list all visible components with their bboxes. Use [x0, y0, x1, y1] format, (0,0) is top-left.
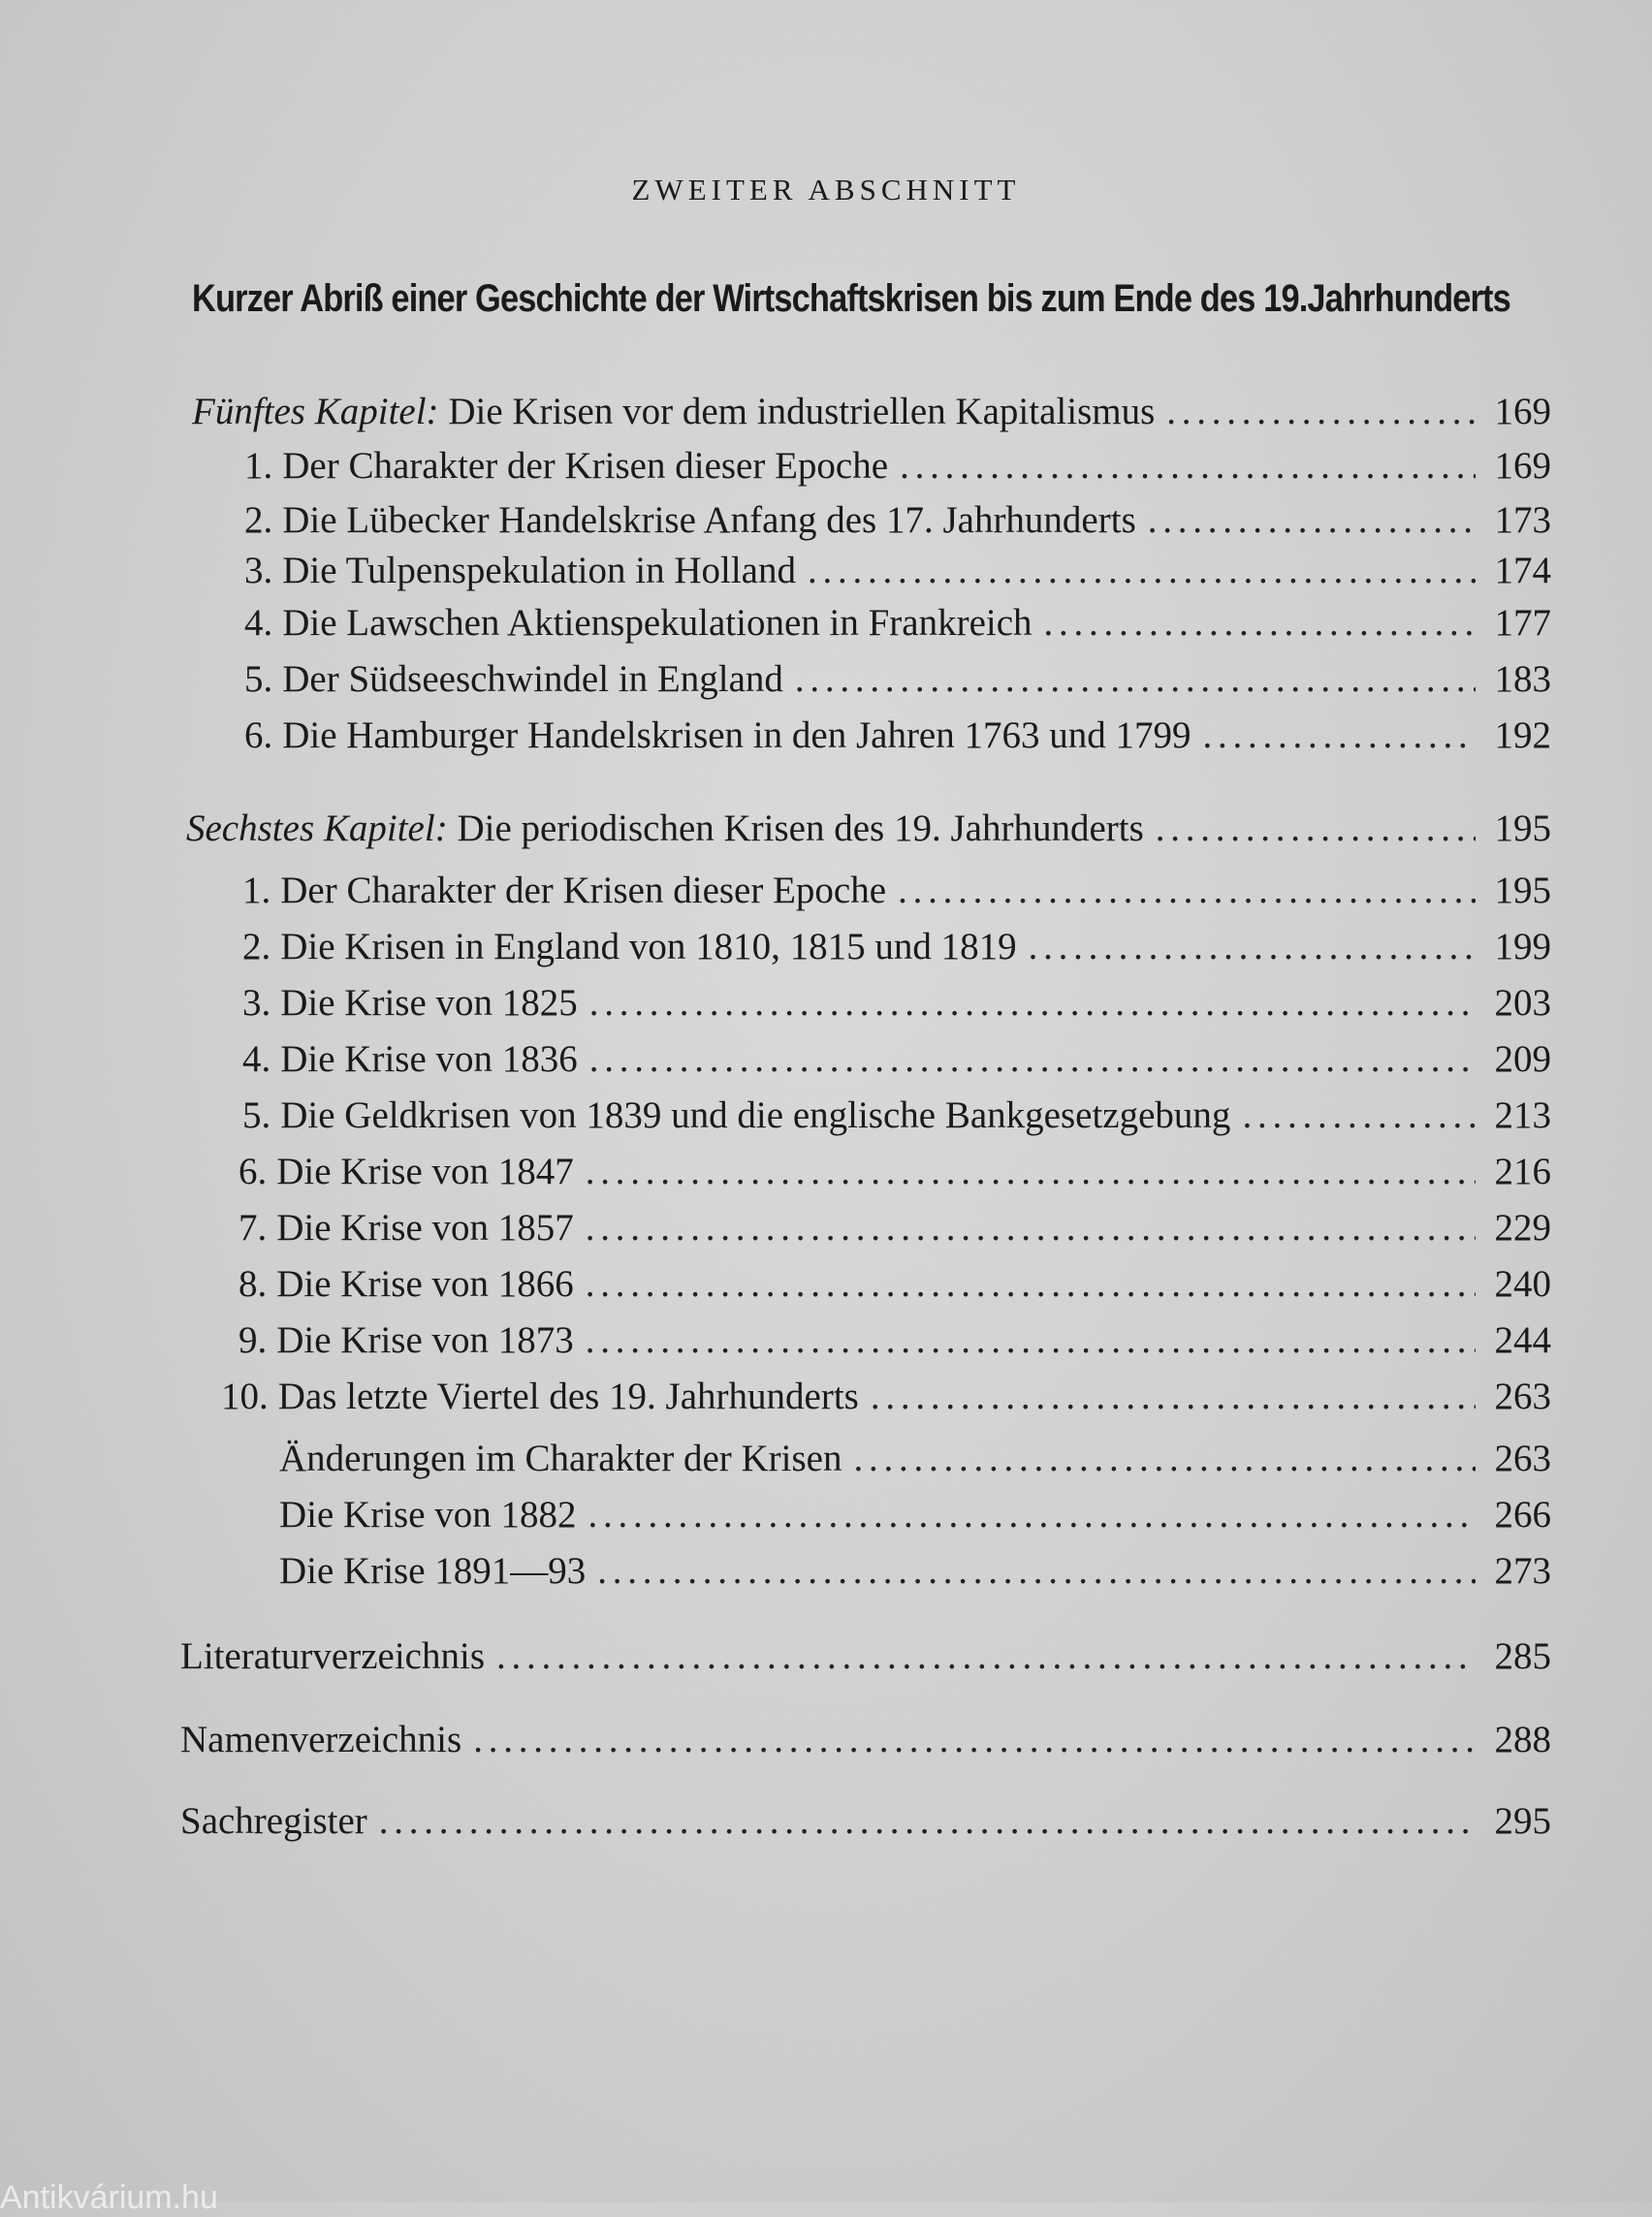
toc-entry: [238, 1318, 1551, 1362]
toc-entry: [242, 981, 1551, 1025]
entry-title: Die Krise von 1882: [279, 1494, 577, 1536]
leader-dots: [1242, 1093, 1476, 1137]
entry-title: Die Tulpenspekulation in Holland: [282, 550, 796, 591]
entry-number: 4.: [242, 1038, 271, 1080]
entry-title: Namenverzeichnis: [180, 1719, 462, 1760]
entry-title: Die Hamburger Handelskrisen in den Jahren 1763 und 1799: [282, 714, 1191, 756]
entry-title: Der Südseeschwindel in England: [282, 658, 783, 700]
entry-number: 5.: [244, 658, 273, 700]
leader-dots: [898, 869, 1476, 912]
entry-number: 2.: [244, 499, 273, 541]
leader-dots: [808, 549, 1476, 592]
page-number: 209: [1494, 1038, 1551, 1080]
entry-title: Die Krise von 1857: [276, 1207, 574, 1249]
toc-entry: [244, 549, 1551, 592]
leader-dots: [473, 1718, 1476, 1761]
entry-title: Die Krise von 1847: [276, 1151, 574, 1192]
entry-number: 1.: [244, 445, 273, 487]
page-number: 213: [1494, 1094, 1551, 1136]
page-number: 192: [1494, 714, 1551, 756]
entry-title: Die Krise von 1825: [280, 982, 578, 1024]
entry-title: Die Krise 1891—93: [279, 1550, 587, 1592]
page-number: 216: [1494, 1151, 1551, 1192]
entry-title: Die Geldkrisen von 1839 und die englische Bankgesetzgebung: [280, 1094, 1231, 1136]
page-number: 266: [1494, 1494, 1551, 1536]
entry-number: 6.: [244, 714, 273, 756]
leader-dots: [496, 1634, 1476, 1678]
leader-dots: [589, 981, 1476, 1025]
chapter-label: Sechstes Kapitel:: [186, 808, 458, 849]
entry-title: Der Charakter der Krisen dieser Epoche: [282, 445, 889, 487]
chapter-label: Fünftes Kapitel:: [192, 391, 449, 432]
toc-entry: [244, 601, 1551, 645]
entry-title: Die Lawschen Aktienspekulationen in Frankreich: [282, 602, 1032, 644]
entry-number: 8.: [238, 1263, 268, 1305]
entry-title: Die Krise von 1866: [276, 1263, 574, 1305]
entry-number: 1.: [242, 870, 271, 911]
page-number: 263: [1494, 1376, 1551, 1417]
watermark: Antikvárium.hu: [0, 2179, 218, 2216]
leader-dots: [1166, 390, 1476, 433]
page-number: 240: [1494, 1263, 1551, 1305]
leader-dots: [586, 1262, 1476, 1306]
leader-dots: [795, 657, 1476, 701]
section-title: Kurzer Abriß einer Geschichte der Wirtschaftskrisen bis zum Ende des 19.Jahrhunderts: [192, 277, 1510, 320]
toc-entry: [244, 444, 1551, 488]
page-number: 273: [1494, 1550, 1551, 1592]
page-number: 288: [1494, 1719, 1551, 1760]
toc-subentry: [279, 1549, 1551, 1593]
toc-entry: [238, 1150, 1551, 1193]
toc-entry: [242, 869, 1551, 912]
leader-dots: [586, 1318, 1476, 1362]
leader-dots: [586, 1150, 1476, 1193]
toc-entry: [221, 1375, 1551, 1418]
entry-number: 2.: [242, 926, 271, 967]
entry-title: Die Krise von 1836: [280, 1038, 578, 1080]
page-number: 195: [1494, 808, 1551, 849]
toc-chapter-heading: [186, 807, 1551, 850]
entry-number: 3.: [244, 550, 273, 591]
leader-dots: [588, 1493, 1476, 1536]
toc-entry: [244, 713, 1551, 757]
entry-number: 6.: [238, 1151, 268, 1192]
leader-dots: [1203, 713, 1477, 757]
entry-number: 4.: [244, 602, 273, 644]
toc-appendix-entry: [180, 1799, 1551, 1843]
entry-title: Der Charakter der Krisen dieser Epoche: [280, 870, 887, 911]
toc-entry: [238, 1206, 1551, 1250]
leader-dots: [1156, 807, 1476, 850]
toc-chapter-heading: [192, 390, 1551, 433]
page-number: 177: [1494, 602, 1551, 644]
page-number: 169: [1494, 445, 1551, 487]
entry-number: 5.: [242, 1094, 271, 1136]
leader-dots: [871, 1375, 1476, 1418]
chapter-title: Die periodischen Krisen des 19. Jahrhunderts: [457, 808, 1144, 849]
leader-dots: [900, 444, 1476, 488]
chapter-title: Die Krisen vor dem industriellen Kapitalismus: [448, 391, 1156, 432]
entry-title: Das letzte Viertel des 19. Jahrhunderts: [277, 1376, 859, 1417]
leader-dots: [597, 1549, 1476, 1593]
toc-appendix-entry: [180, 1718, 1551, 1761]
leader-dots: [1148, 498, 1476, 542]
leader-dots: [853, 1437, 1476, 1480]
toc-entry: [244, 498, 1551, 542]
toc-entry: [242, 1093, 1551, 1137]
page-number: 174: [1494, 550, 1551, 591]
entry-number: 10.: [221, 1376, 269, 1417]
leader-dots: [586, 1206, 1476, 1250]
page-number: 229: [1494, 1207, 1551, 1249]
entry-title: Die Krisen in England von 1810, 1815 und 1819: [280, 926, 1017, 967]
toc-subentry: [279, 1437, 1551, 1480]
toc-subentry: [279, 1493, 1551, 1536]
leader-dots: [379, 1799, 1476, 1843]
section-label: ZWEITER ABSCHNITT: [631, 173, 1021, 206]
page-number: 285: [1494, 1635, 1551, 1677]
entry-title: Die Lübecker Handelskrise Anfang des 17. Jahrhunderts: [282, 499, 1136, 541]
entry-title: Sachregister: [180, 1800, 367, 1842]
page-number: 195: [1494, 870, 1551, 911]
page-number: 203: [1494, 982, 1551, 1024]
toc-appendix-entry: [180, 1634, 1551, 1678]
entry-title: Literaturverzeichnis: [180, 1635, 485, 1677]
entry-number: 9.: [238, 1319, 268, 1361]
leader-dots: [589, 1037, 1476, 1081]
leader-dots: [1029, 925, 1476, 968]
page-number: 244: [1494, 1319, 1551, 1361]
page-number: 169: [1494, 391, 1551, 432]
page-number: 183: [1494, 658, 1551, 700]
page-number: 199: [1494, 926, 1551, 967]
page-number: 263: [1494, 1438, 1551, 1479]
toc-entry: [242, 925, 1551, 968]
leader-dots: [1044, 601, 1476, 645]
page-number: 173: [1494, 499, 1551, 541]
toc-entry: [238, 1262, 1551, 1306]
entry-title: Die Krise von 1873: [276, 1319, 574, 1361]
toc-entry: [244, 657, 1551, 701]
entry-number: 3.: [242, 982, 271, 1024]
page-number: 295: [1494, 1800, 1551, 1842]
toc-entry: [242, 1037, 1551, 1081]
entry-number: 7.: [238, 1207, 268, 1249]
entry-title: Änderungen im Charakter der Krisen: [279, 1438, 842, 1479]
